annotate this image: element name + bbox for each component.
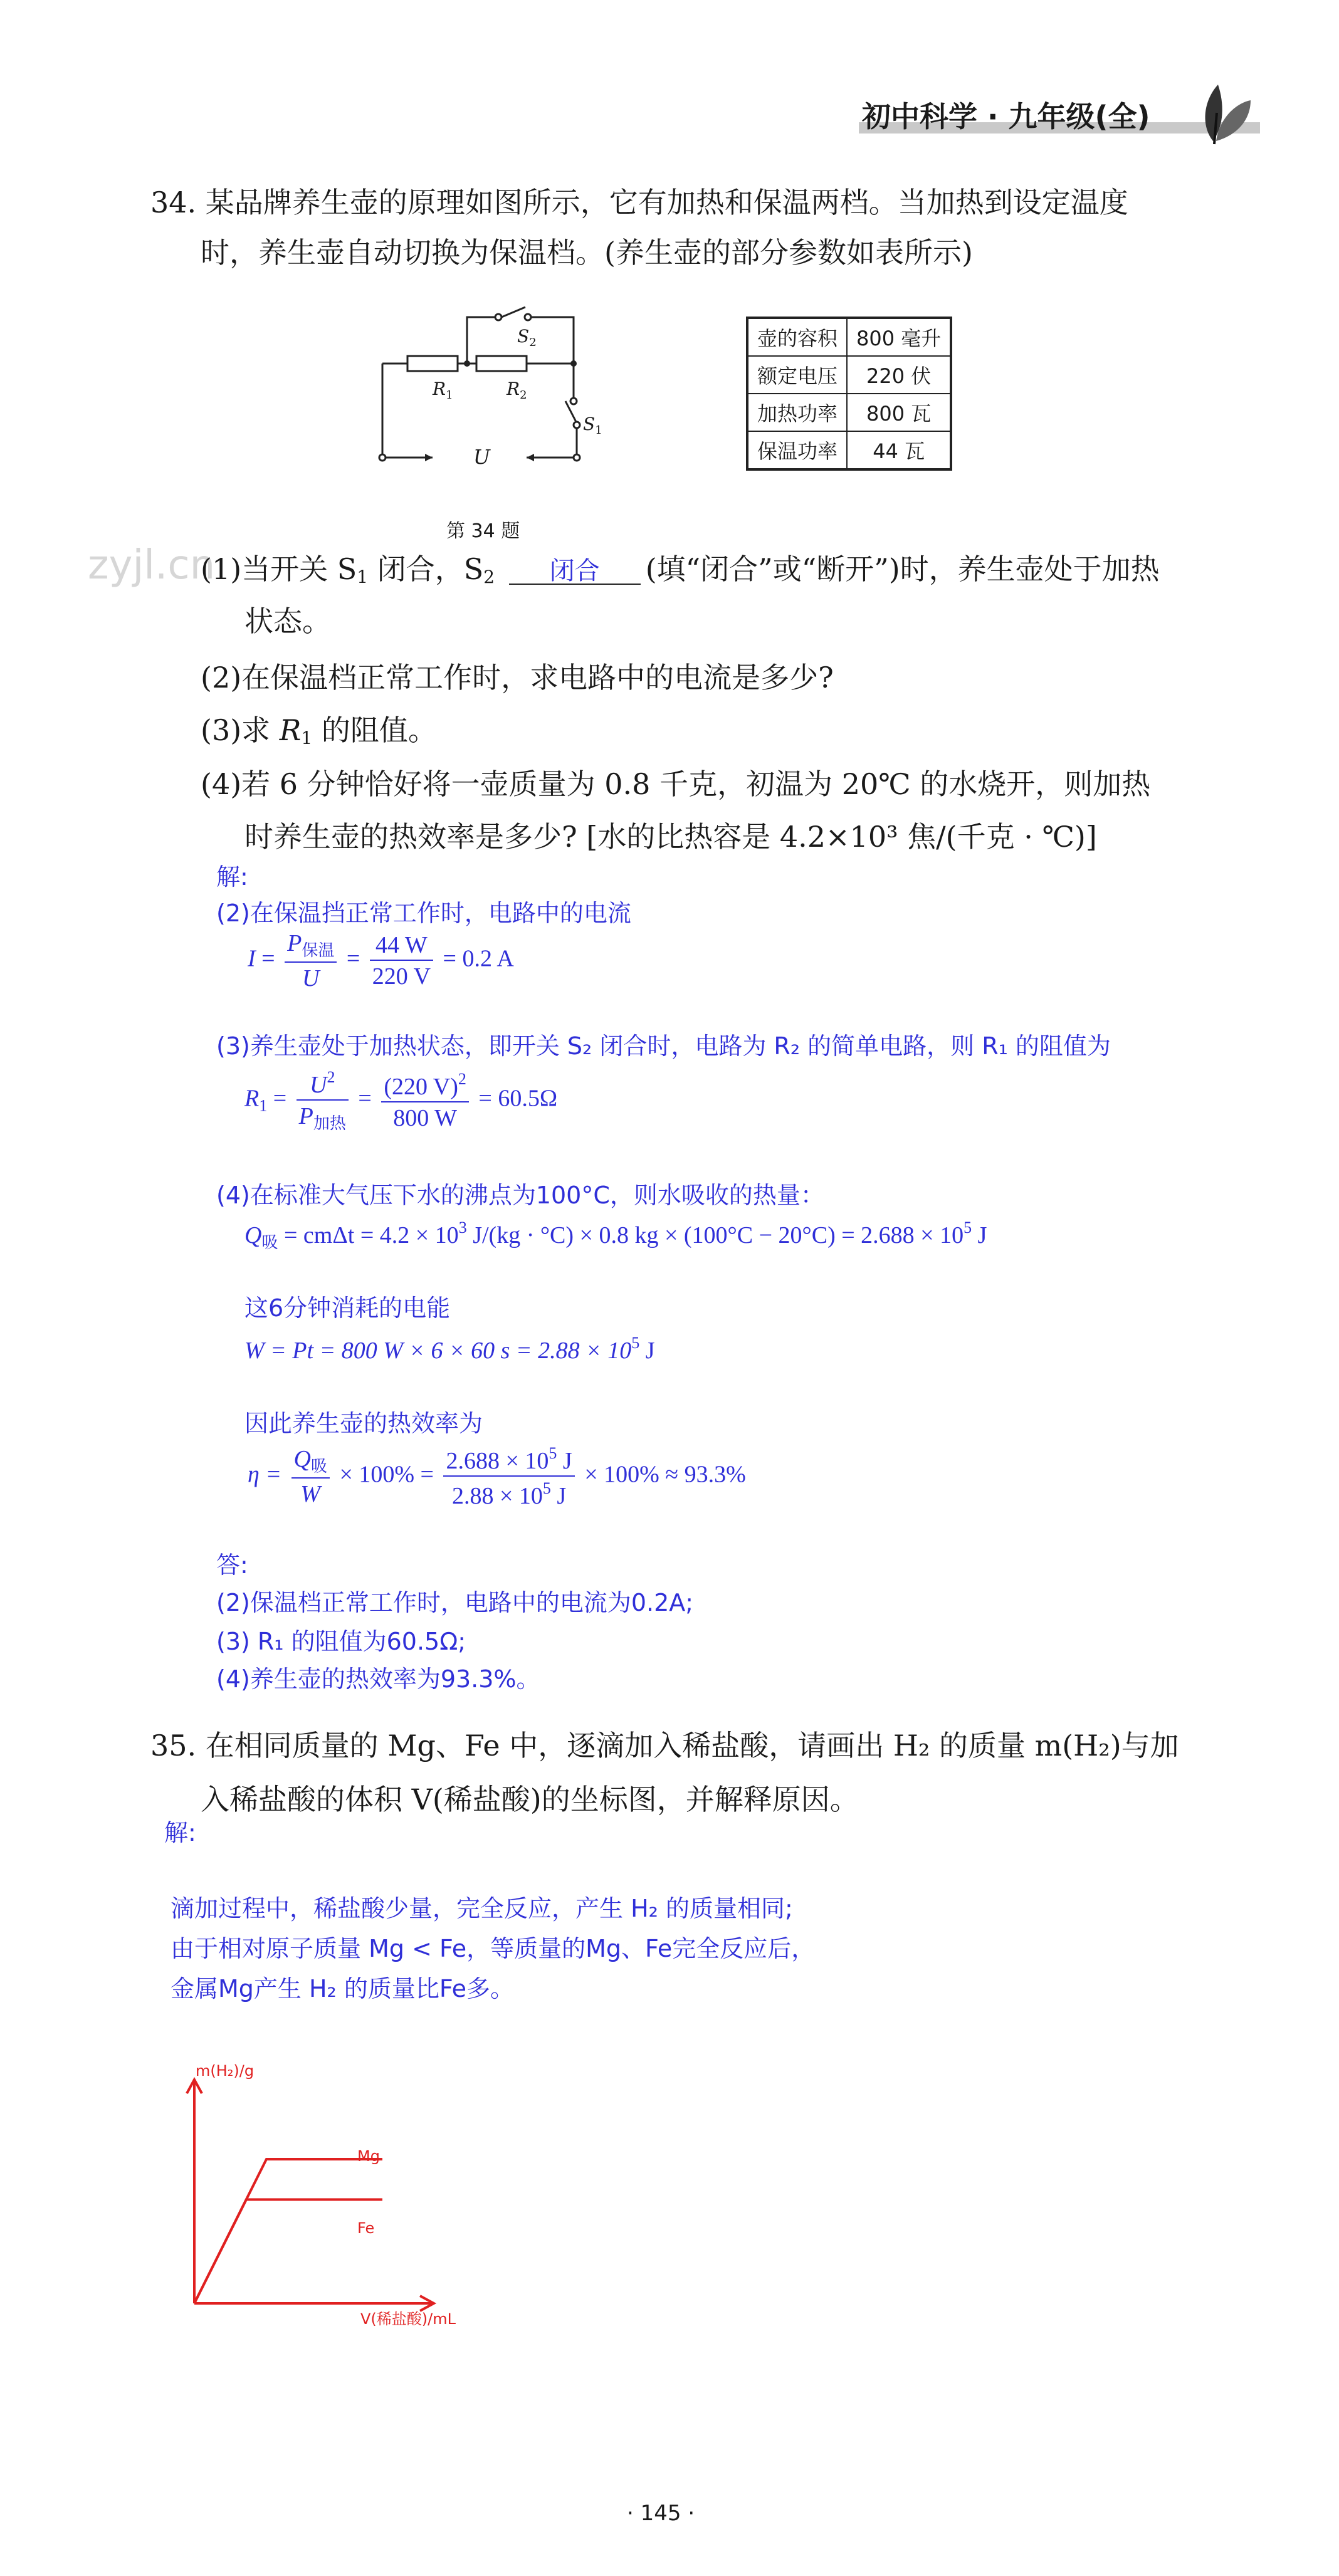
- sol34-ans3: (3) R₁ 的阻值为60.5Ω;: [216, 1628, 466, 1655]
- page-number: · 145 ·: [627, 2501, 695, 2526]
- sol35-line1: 滴加过程中，稀盐酸少量，完全反应，产生 H₂ 的质量相同;: [171, 1895, 793, 1922]
- q34-part4-line2: 时养生壶的热效率是多少? [水的比热容是 4.2×10³ 焦/(千克 · ℃)]: [244, 820, 1097, 854]
- graph-xlabel: V(稀盐酸)/mL: [360, 2310, 456, 2328]
- series-label-fe: Fe: [357, 2219, 375, 2237]
- parameter-table: [746, 317, 952, 471]
- sol35-line2: 由于相对原子质量 Mg < Fe，等质量的Mg、Fe完全反应后，: [171, 1935, 816, 1962]
- q35-line1: 35. 在相同质量的 Mg、Fe 中，逐滴加入稀盐酸，请画出 H₂ 的质量 m(H₂)与加: [150, 1729, 1179, 1762]
- figure-caption: 第 34 题: [446, 520, 520, 542]
- sol34-part4c-formula: η = $\frac{Q_吸}{W}$ × 100% = $\frac{2.688 \times 10^5 J}{2.88 \times 10^5 J}$ × 100% ≈ 93.3%: [248, 1444, 746, 1509]
- label-s1: $S_1$: [583, 414, 602, 437]
- q34-part4-line1: (4)若 6 分钟恰好将一壶质量为 0.8 千克，初温为 20℃ 的水烧开，则加热: [201, 767, 1151, 801]
- sol34-part2-formula: I = $\frac{P_{保温}}{U}$ = $\frac{44 W}{220 V}$ = 0.2 A: [248, 930, 514, 992]
- table-cell: 保温功率: [747, 431, 847, 469]
- series-line-fe: [194, 2199, 382, 2303]
- header-title: 初中科学 · 九年级(全): [862, 100, 1150, 134]
- q35-line2: 入稀盐酸的体积 V(稀盐酸)的坐标图，并解释原因。: [201, 1783, 859, 1816]
- label-u: U: [473, 445, 490, 469]
- sol34-part3-formula: $R_1$ = $\frac{U^2}{P_{加热}}$ = $\frac{(220 V)^2}{800 W}$ = 60.5Ω: [244, 1068, 558, 1133]
- watermark: zyjl.cn: [88, 542, 216, 589]
- sol34-ans4: (4)养生壶的热效率为93.3%。: [216, 1665, 540, 1693]
- series-label-mg: Mg: [357, 2147, 380, 2165]
- label-r1: $R_1$: [433, 379, 453, 402]
- q34-line2: 时，养生壶自动切换为保温档。(养生壶的部分参数如表所示): [201, 236, 973, 270]
- table-cell: 加热功率: [747, 394, 847, 431]
- q34-part1-cont: 状态。: [244, 604, 331, 638]
- q34-part1: (1)当开关 S1 闭合，S2 闭合 (填“闭合”或“断开”)时，养生壶处于加热: [201, 552, 1160, 587]
- sol34-da: 答:: [216, 1551, 248, 1579]
- table-cell: 壶的容积: [747, 318, 847, 356]
- label-s2: $S_2$: [517, 326, 537, 349]
- sol34-part2-text: (2)在保温挡正常工作时，电路中的电流: [216, 899, 631, 927]
- table-cell: 220 伏: [847, 356, 951, 394]
- q34-part2: (2)在保温档正常工作时，求电路中的电流是多少?: [201, 661, 834, 694]
- sol34-ans2: (2)保温档正常工作时，电路中的电流为0.2A;: [216, 1589, 694, 1616]
- leaf-logo-icon: [1188, 75, 1263, 150]
- sol34-jie: 解:: [216, 863, 248, 891]
- sol34-part4b-formula: W = Pt = 800 W × 6 × 60 $s = 2.88 \times 10^5$ J: [244, 1334, 655, 1364]
- series-line-mg: [194, 2159, 382, 2303]
- table-row: [747, 356, 951, 394]
- table-row: [747, 431, 951, 469]
- p1-answer: 闭合: [549, 557, 600, 585]
- sol34-part4-text: (4)在标准大气压下水的沸点为100°C，则水吸收的热量：: [216, 1181, 824, 1209]
- sol35-jie: 解:: [164, 1819, 196, 1846]
- label-r2: $R_2$: [507, 379, 527, 402]
- table-cell: 800 毫升: [847, 318, 951, 356]
- table-cell: 44 瓦: [847, 431, 951, 469]
- table-row: [747, 394, 951, 431]
- graph: [176, 2068, 451, 2319]
- sol34-part4c-text: 因此养生壶的热效率为: [244, 1410, 483, 1437]
- q34-part3: (3)求 R1 的阻值。: [201, 713, 437, 748]
- sol34-part4b-text: 这6分钟消耗的电能: [244, 1294, 451, 1322]
- sol34-part3-text: (3)养生壶处于加热状态，即开关 S₂ 闭合时，电路为 R₂ 的简单电路，则 R₁ 的阻值为: [216, 1032, 1111, 1060]
- table-cell: 额定电压: [747, 356, 847, 394]
- q34-line1: 34. 某品牌养生壶的原理如图所示，它有加热和保温两档。当加热到设定温度: [150, 186, 1128, 219]
- graph-ylabel: m(H₂)/g: [196, 2062, 255, 2080]
- sol34-part4-formula: $Q_吸 = cm\Delta t = 4.2 \times 10^3$ J/(kg · °C) × 0.8 kg × $(100^\circ C - 20^\circ C) = 2.688 \times 10^5$ J: [244, 1218, 987, 1252]
- table-row: [747, 318, 951, 356]
- page-header: [721, 0, 1260, 150]
- sol35-line3: 金属Mg产生 H₂ 的质量比Fe多。: [171, 1975, 515, 2003]
- table-cell: 800 瓦: [847, 394, 951, 431]
